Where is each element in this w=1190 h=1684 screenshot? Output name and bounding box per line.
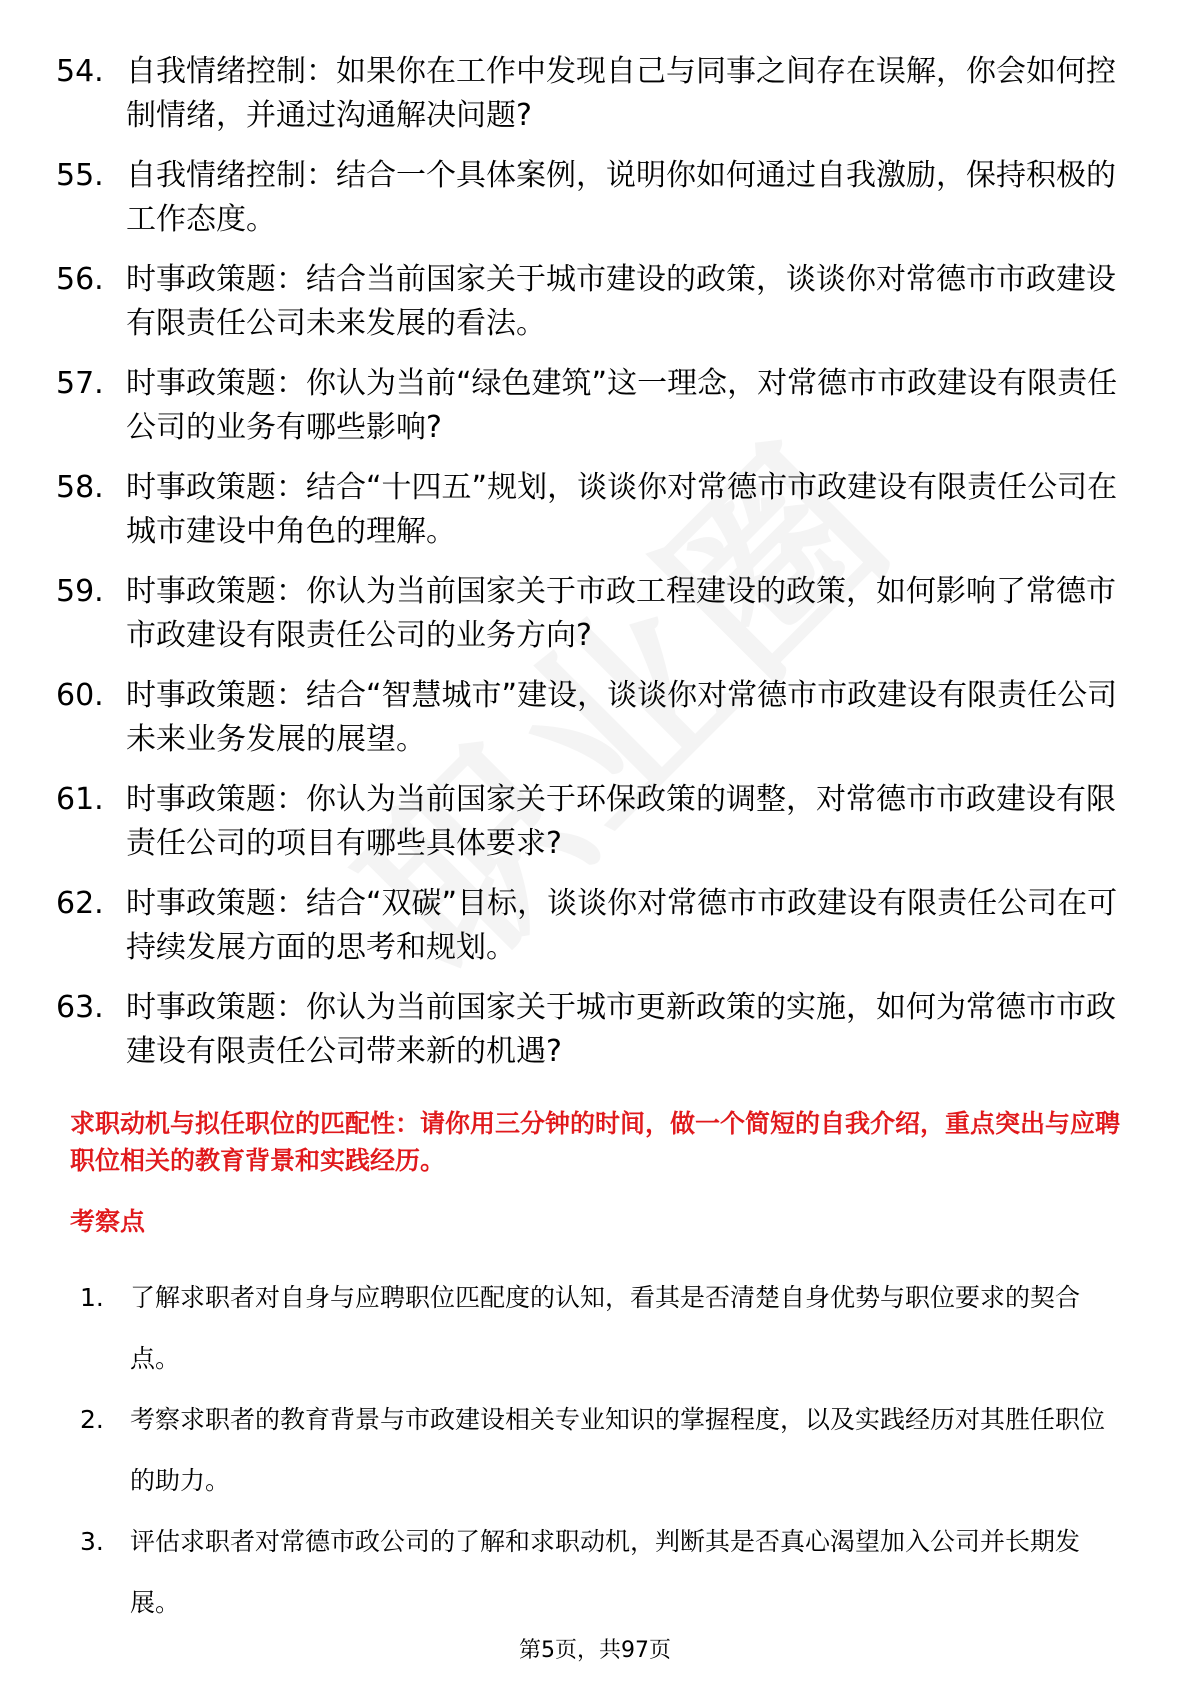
question-text: 自我情绪控制：如果你在工作中发现自己与同事之间存在误解，你会如何控制情绪，并通过沟通解决问题? — [126, 54, 1116, 133]
question-item — [56, 466, 1136, 554]
question-text: 时事政策题：你认为当前“绿色建筑”这一理念，对常德市市政建设有限责任公司的业务有哪些影响? — [126, 366, 1118, 445]
question-item — [56, 50, 1136, 138]
section-heading: 求职动机与拟任职位的匹配性：请你用三分钟的时间，做一个简短的自我介绍，重点突出与应聘职位相关的教育背景和实践经历。 — [70, 1109, 1121, 1175]
list-item-text: 评估求职者对常德市政公司的了解和求职动机，判断其是否真心渴望加入公司并长期发展。 — [130, 1527, 1081, 1617]
question-text: 时事政策题：你认为当前国家关于城市更新政策的实施，如何为常德市市政建设有限责任公司带来新的机遇? — [126, 990, 1116, 1069]
question-text: 自我情绪控制：结合一个具体案例，说明你如何通过自我激励，保持积极的工作态度。 — [126, 158, 1116, 237]
page-number: 第5页，共97页 — [519, 1638, 671, 1663]
list-item-text: 考察求职者的教育背景与市政建设相关专业知识的掌握程度，以及实践经历对其胜任职位的助力。 — [130, 1405, 1106, 1495]
question-item — [56, 258, 1136, 346]
assessment-points-list — [80, 1267, 1120, 1633]
question-number: 60. — [56, 678, 104, 713]
question-number: 58. — [56, 470, 104, 505]
list-item-number: 2. — [80, 1405, 104, 1434]
question-item — [56, 674, 1136, 762]
question-number: 61. — [56, 782, 104, 817]
question-item — [56, 362, 1136, 450]
question-text: 时事政策题：结合“十四五”规划，谈谈你对常德市市政建设有限责任公司在城市建设中角色的理解。 — [126, 470, 1118, 549]
list-item-text: 了解求职者对自身与应聘职位匹配度的认知，看其是否清楚自身优势与职位要求的契合点。 — [130, 1283, 1081, 1373]
question-number: 63. — [56, 990, 104, 1025]
question-number: 57. — [56, 366, 104, 401]
question-text: 时事政策题：结合“智慧城市”建设，谈谈你对常德市市政建设有限责任公司未来业务发展的展望。 — [126, 678, 1118, 757]
list-item-number: 3. — [80, 1527, 104, 1556]
question-number: 62. — [56, 886, 104, 921]
question-number: 56. — [56, 262, 104, 297]
question-item — [56, 882, 1136, 970]
question-list — [56, 50, 1136, 1090]
list-item — [80, 1511, 1120, 1633]
question-text: 时事政策题：结合“双碳”目标，谈谈你对常德市市政建设有限责任公司在可持续发展方面的思考和规划。 — [126, 886, 1118, 965]
list-item-number: 1. — [80, 1283, 104, 1312]
question-item — [56, 778, 1136, 866]
list-item — [80, 1267, 1120, 1389]
question-number: 54. — [56, 54, 104, 89]
question-text: 时事政策题：你认为当前国家关于环保政策的调整，对常德市市政建设有限责任公司的项目有哪些具体要求? — [126, 782, 1116, 861]
question-text: 时事政策题：结合当前国家关于城市建设的政策，谈谈你对常德市市政建设有限责任公司未来发展的看法。 — [126, 262, 1116, 341]
question-item — [56, 986, 1136, 1074]
question-item — [56, 570, 1136, 658]
question-number: 59. — [56, 574, 104, 609]
list-item — [80, 1389, 1120, 1511]
assessment-points-heading: 考察点 — [70, 1207, 146, 1236]
question-number: 55. — [56, 158, 104, 193]
question-text: 时事政策题：你认为当前国家关于市政工程建设的政策，如何影响了常德市市政建设有限责任公司的业务方向? — [126, 574, 1116, 653]
question-item — [56, 154, 1136, 242]
